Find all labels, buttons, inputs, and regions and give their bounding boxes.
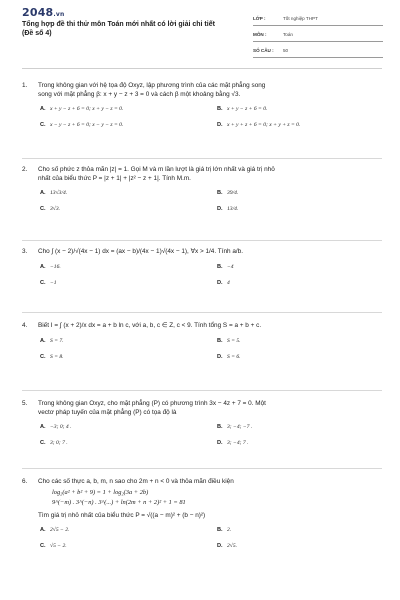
option-text: −16. xyxy=(50,263,61,270)
question-5 xyxy=(22,400,382,457)
option-text: 2√5 − 2. xyxy=(50,527,70,534)
option-a[interactable] xyxy=(40,423,210,432)
option-b[interactable] xyxy=(217,189,387,198)
option-label: C. xyxy=(40,440,46,447)
option-label: D. xyxy=(217,279,223,286)
option-a[interactable] xyxy=(40,105,210,114)
question-stem xyxy=(38,400,382,417)
option-d[interactable] xyxy=(217,279,387,288)
question-separator xyxy=(22,312,382,313)
header-divider xyxy=(22,68,382,69)
question-separator xyxy=(22,390,382,391)
question-2 xyxy=(22,166,382,223)
option-text: −4 xyxy=(227,263,234,270)
meta-key: MÔN : xyxy=(253,32,267,37)
meta-key: LỚP : xyxy=(253,16,266,21)
formula-line: log₂(a² + b² + 9) = 1 + log₂(3a + 2b) xyxy=(52,488,149,496)
question-stem xyxy=(38,248,382,257)
site-logo xyxy=(22,6,64,19)
option-label: B. xyxy=(217,190,223,197)
option-d[interactable] xyxy=(217,542,387,551)
question-number: 2. xyxy=(22,166,28,173)
question-6 xyxy=(22,478,382,560)
option-label: B. xyxy=(217,527,223,534)
option-label: B. xyxy=(217,106,223,113)
option-text: 2√5. xyxy=(227,543,238,550)
stem-line: Cho số phức z thỏa mãn |z| = 1. Gọi M và m lần lượt là giá trị lớn nhất và giá trị nhỏ xyxy=(38,166,275,173)
question-separator xyxy=(22,158,382,159)
option-text: 13/4. xyxy=(227,206,239,213)
logo-text: 2048 xyxy=(22,6,54,19)
meta-table xyxy=(253,14,383,62)
option-label: C. xyxy=(40,543,46,550)
option-label: D. xyxy=(217,353,223,360)
option-label: D. xyxy=(217,122,223,129)
stem-line: vectơ pháp tuyến của mặt phẳng (P) có tọa độ là xyxy=(38,408,177,416)
option-label: A. xyxy=(40,337,46,344)
option-c[interactable] xyxy=(40,353,210,362)
question-stem xyxy=(38,478,382,520)
title-line-2: (Đề số 4) xyxy=(22,30,52,37)
stem-line: Trong không gian Oxyz, cho mặt phẳng (P) có phương trình 3x − 4z + 7 = 0. Một xyxy=(38,400,266,407)
option-label: C. xyxy=(40,122,46,129)
option-label: A. xyxy=(40,424,46,431)
option-c[interactable] xyxy=(40,205,210,214)
formula-line: 9^(−m) . 3^(−n) . 3^(...) + ln(2m + n + 2)² + 1 = 81 xyxy=(52,499,186,507)
question-number: 6. xyxy=(22,478,28,485)
stem-line: song với mặt phẳng β: x + y − z + 3 = 0 và cách β một khoảng bằng √3. xyxy=(38,90,241,98)
question-number: 4. xyxy=(22,322,28,329)
meta-value: Toán xyxy=(283,32,293,37)
option-text: S = 8. xyxy=(50,353,64,360)
option-text: S = 5. xyxy=(227,337,241,344)
option-text: x + y + z + 6 = 0; x + y + z = 0. xyxy=(227,122,301,129)
option-text: 13√3/4. xyxy=(50,190,68,197)
options xyxy=(40,423,382,457)
question-1 xyxy=(22,82,382,139)
question-stem xyxy=(38,82,382,99)
meta-row-grade xyxy=(253,14,383,26)
option-text: 39/4. xyxy=(227,190,239,197)
question-number: 5. xyxy=(22,400,28,407)
option-label: B. xyxy=(217,337,223,344)
meta-row-count xyxy=(253,46,383,58)
stem-line: nhất của biểu thức P = |z + 1| + |z² − z + 1|. Tính M.m. xyxy=(38,174,191,182)
question-4 xyxy=(22,322,382,371)
stem-line: Tìm giá trị nhỏ nhất của biểu thức P = √((a − m)² + (b − n)²) xyxy=(38,511,206,519)
question-number: 1. xyxy=(22,82,28,89)
option-text: 2. xyxy=(227,527,232,534)
meta-key: SỐ CÂU : xyxy=(253,48,274,53)
option-label: C. xyxy=(40,353,46,360)
option-d[interactable] xyxy=(217,439,387,448)
question-separator xyxy=(22,240,382,241)
option-b[interactable] xyxy=(217,263,387,272)
stem-line: Cho ∫ (x − 2)/√(4x − 1) dx = (ax − b)/(4x − 1)√(4x − 1), ∀x > 1/4. Tính a/b. xyxy=(38,248,244,255)
option-label: A. xyxy=(40,527,46,534)
option-text: 3; −4; −7 . xyxy=(227,424,253,431)
option-label: B. xyxy=(217,424,223,431)
option-text: 3; 0; 7 . xyxy=(50,440,68,447)
question-3 xyxy=(22,248,382,297)
option-text: x + y − z + 6 = 0. xyxy=(227,106,268,113)
option-b[interactable] xyxy=(217,423,387,432)
option-label: A. xyxy=(40,263,46,270)
option-b[interactable] xyxy=(217,105,387,114)
option-label: D. xyxy=(217,440,223,447)
option-label: C. xyxy=(40,206,46,213)
option-label: D. xyxy=(217,206,223,213)
option-b[interactable] xyxy=(217,337,387,346)
options xyxy=(40,526,382,560)
option-c[interactable] xyxy=(40,279,210,288)
question-stem xyxy=(38,322,382,331)
option-label: A. xyxy=(40,190,46,197)
options xyxy=(40,189,382,223)
option-d[interactable] xyxy=(217,353,387,362)
meta-row-subject xyxy=(253,30,383,42)
stem-line: Cho các số thực a, b, m, n sao cho 2m + n < 0 và thỏa mãn điều kiện xyxy=(38,478,234,485)
option-label: C. xyxy=(40,279,46,286)
option-text: S = 6. xyxy=(227,353,241,360)
option-a[interactable] xyxy=(40,263,210,272)
option-a[interactable] xyxy=(40,337,210,346)
option-b[interactable] xyxy=(217,526,387,535)
option-text: 4 xyxy=(227,279,230,286)
option-label: B. xyxy=(217,263,223,270)
question-stem xyxy=(38,166,382,183)
option-a[interactable] xyxy=(40,526,210,535)
option-d[interactable] xyxy=(217,121,387,130)
question-number: 3. xyxy=(22,248,28,255)
option-c[interactable] xyxy=(40,439,210,448)
logo-suffix: .vn xyxy=(53,11,65,18)
option-text: x + y − z + 6 = 0; x + y − z = 0. xyxy=(50,106,124,113)
option-c[interactable] xyxy=(40,542,210,551)
document-title xyxy=(22,20,242,38)
option-text: −1 xyxy=(50,279,57,286)
stem-line: Biết I = ∫ (x + 2)/x dx = a + b ln c, với a, b, c ∈ Z, c < 9. Tính tổng S = a + b + c. xyxy=(38,322,262,329)
title-line-1: Tổng hợp đề thi thử môn Toán mới nhất có lời giải chi tiết xyxy=(22,21,215,28)
option-c[interactable] xyxy=(40,121,210,130)
option-label: D. xyxy=(217,543,223,550)
option-a[interactable] xyxy=(40,189,210,198)
option-text: 3√3. xyxy=(50,206,61,213)
question-separator xyxy=(22,468,382,469)
option-d[interactable] xyxy=(217,205,387,214)
options xyxy=(40,105,382,139)
options xyxy=(40,337,382,371)
meta-value: 50 xyxy=(283,48,289,53)
option-text: 3; −4; 7 . xyxy=(227,440,249,447)
option-text: √5 − 2. xyxy=(50,543,67,550)
stem-line: Trong không gian với hệ tọa độ Oxyz, lập phương trình của các mặt phẳng song xyxy=(38,82,266,89)
options xyxy=(40,263,382,297)
option-text: x − y − z + 6 = 0; x − y − z = 0. xyxy=(50,122,124,129)
meta-value: Tốt nghiệp THPT xyxy=(283,16,318,21)
option-label: A. xyxy=(40,106,46,113)
option-text: S = 7. xyxy=(50,337,64,344)
option-text: −3; 0; 4 . xyxy=(50,424,72,431)
